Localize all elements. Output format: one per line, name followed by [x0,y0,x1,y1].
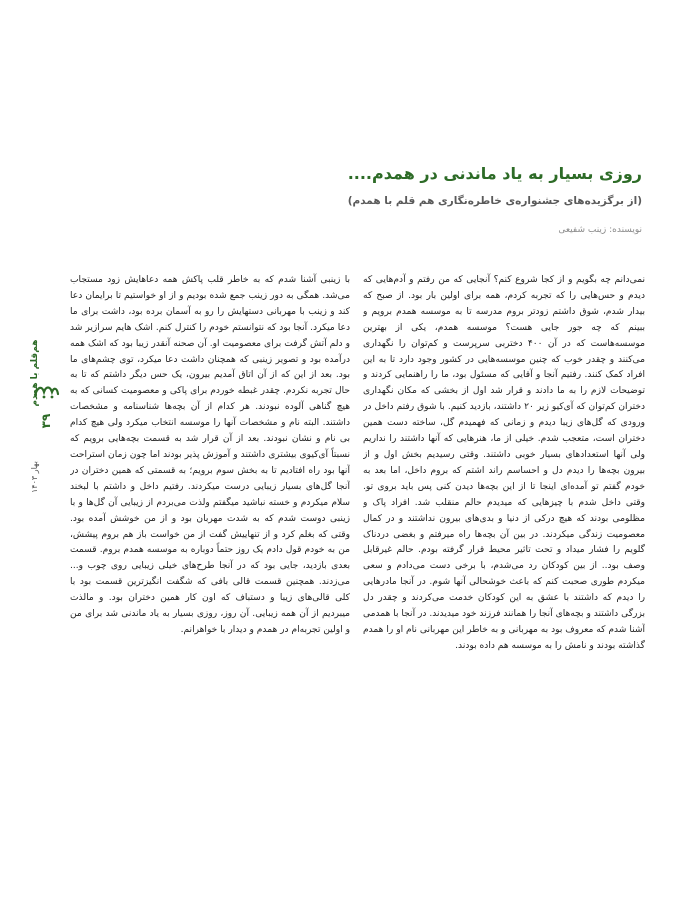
magazine-title: هم‌قلم با همدم [30,339,40,407]
hamdam-logo-icon [32,382,60,400]
page-number: ۳۹ [39,413,53,429]
article-column-left [70,273,350,773]
page-sidebar [26,316,66,566]
body-text-left: با زینبی آشنا شدم که به خاطر قلب پاکش همه دعاهایش زود مستجاب می‌شد. همگی به دور زینب جمع شده بودیم و از او خواستیم تا برایمان دعا کند و زینب با مهربانی دستهایش را رو به آسمان برده بود، داشت برای ما دعا میکرد. آنجا بود که نتوانستم خودم را کنترل کنم. اشک هایم سرازیر شد و دلم آتش گرفت برای معصومیت او. آن صحنه آنقدر زیبا بود که اشک همه درآمده بود و تصویر زینبی که همچنان داشت دعا میکرد، توی چشم‌های ما بود. بعد از این که از آن اتاق آمدیم بیرون، یک حس دیگر داشتم که تا به حال تجربه نکردم. چقدر غبطه خوردم برای پاکی و معصومیت کسانی که به هیچ گناهی آلوده نبودند. هر کدام از آن بچه‌ها شناسنامه و مشخصات داشتند. البته نام و مشخصات آنها را موسسه انتخاب میکرد ولی هیچ کدام بی نام و نشان نبودند. بعد از آن قرار شد به قسمت بچه‌هایی برویم که نسبتاً آی‌کیوی بیشتری داشتند و آموزش پذیر بودند اما چون زمان استراحت آنها بود راه افتادیم تا به بخش سوم برویم؛ به قسمتی که همین دختران در آنجا گل‌های بسیار زیبایی درست میکردند. رفتیم داخل و داشتم با لبخند سلام میکردم و خسته نباشید میگفتم ولذت می‌بردم از زیبایی آن گل‌ها و با زینبی دوست شدم که به شدت مهربان بود و از من خوشش آمده بود. وقتی که بغلم کرد و از تنهاییش گفت از من خواست باز هم بروم پیشش، من به خودم قول دادم یک روز حتماً دوباره به موسسه همدم بروم. قسمت بعدی بازدید، جایی بود که در آنجا طرح‌های خیلی زیبایی روی چوب و... می‌زدند. همچنین قسمت قالی بافی که شگفت انگیزترین قسمت بود با کلی قالی‌های زیبا و دستباف که اون کار همین دختران بود. و مالذت میبردیم از آن همه زیبایی. آن روز، روزی بسیار به یاد ماندنی شد برای من و اولین تجربه‌ام در همدم و دیدار با خواهرانم. [70,275,350,635]
article-subtitle: (از برگزیده‌های جشنواره‌ی خاطره‌نگاری هم قلم با همدم) [347,195,642,207]
body-text-right: نمی‌دانم چه بگویم و از کجا شروع کنم؟ آنجایی که من رفتم و آدم‌هایی که دیدم و حس‌هایی را که تجربه کردم، همه برای اولین بار بود. از صبح که بیدار شدم، شوق داشتم زودتر بروم مدرسه تا به موسسه همدم برویم و ببینم که چه جور جایی هست؟ موسسه همدم، یکی از بهترین موسسه‌هاست که در آن ۴۰۰ دختربی سرپرست و کم‌توان را نگهداری می‌کنند و چقدر خوب که چنین موسسه‌هایی در کشور وجود دارد تا به این افراد کمک کنند. رفتیم آنجا و آقایی که مسئول بود، ما را راهنمایی کردند و توضیحات لازم را به ما دادند و قرار شد اول از بخشی که مکان نگهداری دختران کم‌توان که آی‌کیو زیر ۲۰ داشتند، بازدید کنیم. با شوق رفتم داخل در ورودی که گل‌های زیبا دیدم و زمانی که فهمیدم گل، ساخته دست همین دختران است، متعجب شدم. خیلی از ما، هنرهایی که آنها داشتند را نداریم ولی آنها استعدادهای بسیار خوبی داشتند. وقتی رسیدیم بخش اول و از بیرون بچه‌ها را دیدم دل و احساسم راند اشتم که بروم داخل، اما بعد به خودم گفتم تو آمده‌ای اینجا تا از این بچه‌ها دیدن کنی پس باید بروی تو. وقتی داخل شدم با چیزهایی که میدیدم حالم منقلب شد. افراد پاک و مظلومی بودند که هیچ درکی از دنیا و بدی‌های بیرون نداشتند و در کمال معصومیت زندگی میکردند. در بین آن بچه‌ها راه میرفتم و بغضی دردناک گلویم را فشار میداد و تحت تاثیر محیط قرار گرفته بودم. حالم غیرقابل وصف بود.. از بین کودکان رد می‌شدم، با برخی دست می‌دادم و سعی میکردم طوری صحبت کنم که باعث خوشحالی آنها شوم. در آنجا مادرهایی را دیدم که داشتند با عشق به این کودکان خدمت می‌کردند و چقدر دل بزرگی داشتند و بچه‌های آنجا را همانند فرزند خود میدیدند. در آنجا با همدمی آشنا شدم که معروف بود به مهربانی و به خاطر این مهربانی نام او را همدم گذاشته بودند و نامش را به موسسه هم داده بودند. [363,275,645,651]
article-column-right [363,273,645,773]
article-author: نویسنده: زینب شفیعی [558,225,642,235]
issue-date: بهار ۱۴۰۳ [30,461,39,493]
article-title: روزی بسیار به یاد ماندنی در همدم.... [347,164,642,183]
